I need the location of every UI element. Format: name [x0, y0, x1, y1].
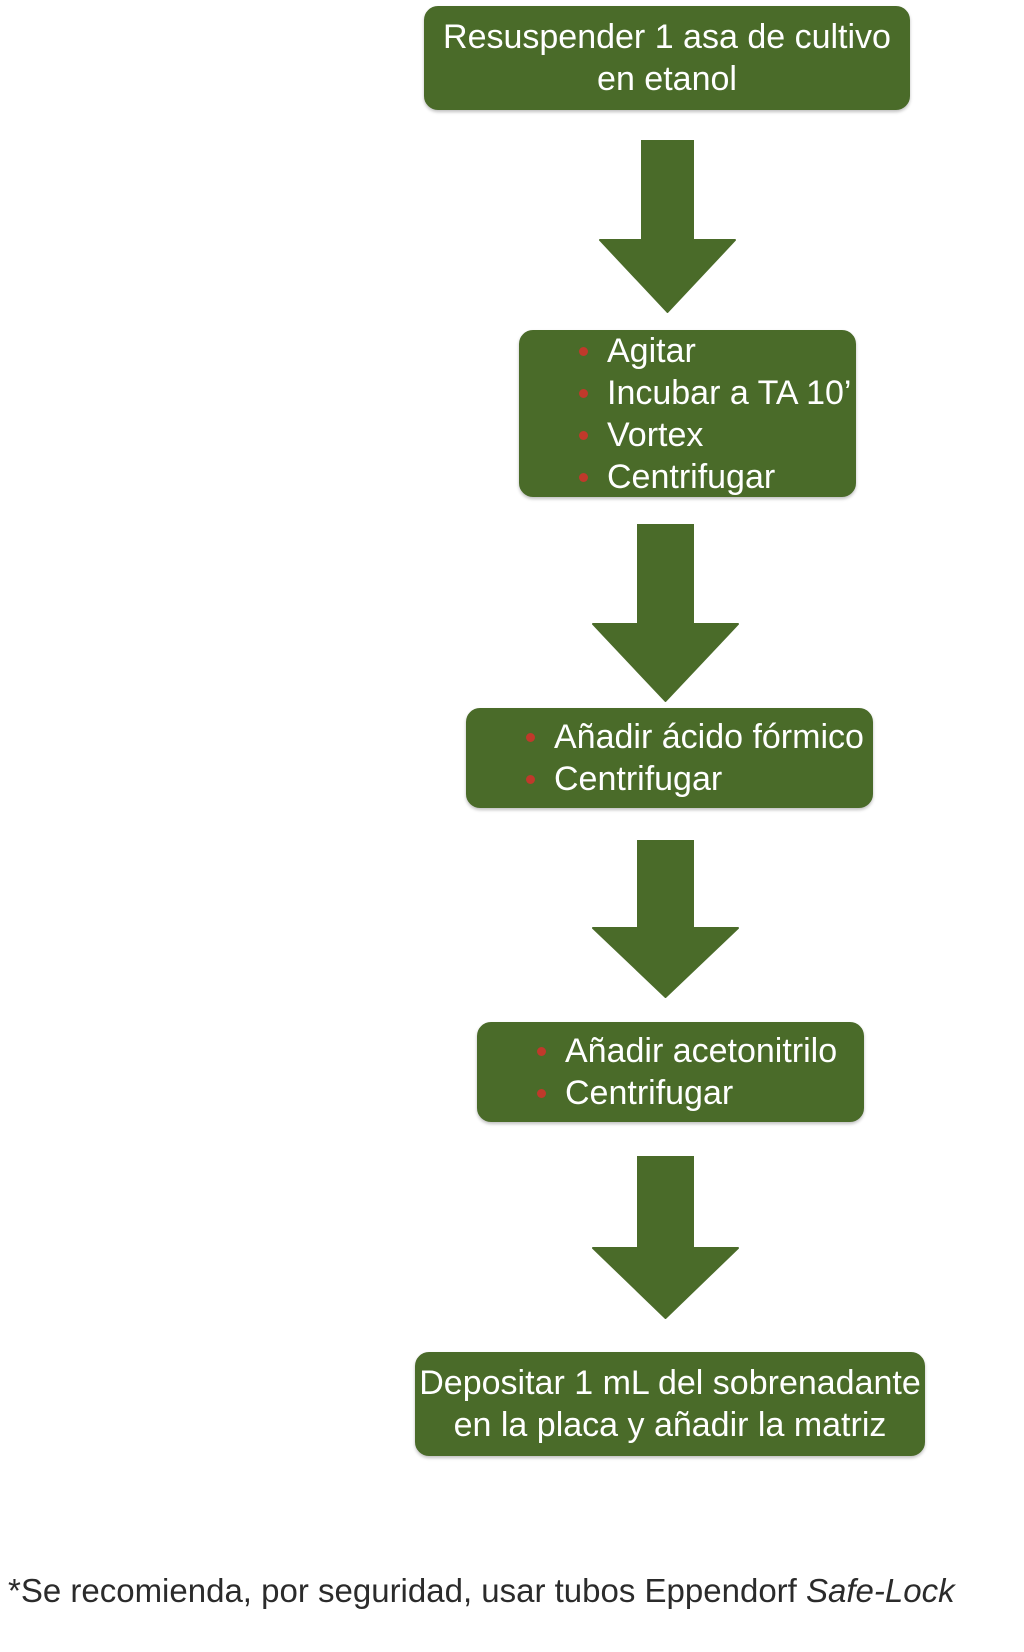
flow-step-2-line-3: Vortex — [573, 414, 854, 456]
flow-step-4-line-1: Añadir acetonitrilo — [531, 1030, 862, 1072]
flow-step-4 — [477, 1022, 864, 1122]
footnote — [8, 1570, 1018, 1612]
flow-step-3 — [466, 708, 873, 808]
footnote-product-name: Safe-Lock — [806, 1572, 955, 1609]
down-arrow-icon-3 — [588, 840, 743, 1000]
flow-step-2-line-2: Incubar a TA 10’ — [573, 372, 854, 414]
flow-step-3-line-1: Añadir ácido fórmico — [520, 716, 871, 758]
flow-step-3-line-2: Centrifugar — [520, 758, 871, 800]
flow-step-5-line-2: en la placa y añadir la matriz — [453, 1406, 887, 1444]
down-arrow-icon-1 — [595, 140, 740, 315]
flow-step-4-line-2: Centrifugar — [531, 1072, 862, 1114]
flow-step-2 — [519, 330, 856, 497]
flow-step-2-line-4: Centrifugar — [573, 456, 854, 498]
flow-step-1-line-1: Resuspender 1 asa de cultivo — [443, 18, 891, 56]
flow-step-5-line-1: Depositar 1 mL del sobrenadante — [419, 1364, 921, 1402]
flow-step-5 — [415, 1352, 925, 1456]
flow-step-2-line-1: Agitar — [573, 330, 854, 372]
flow-step-1 — [424, 6, 910, 110]
flow-step-1-line-2: en etanol — [597, 60, 737, 98]
footnote-text: *Se recomienda, por seguridad, usar tubos Eppendorf — [8, 1572, 806, 1609]
down-arrow-icon-2 — [588, 524, 743, 704]
down-arrow-icon-4 — [588, 1156, 743, 1321]
